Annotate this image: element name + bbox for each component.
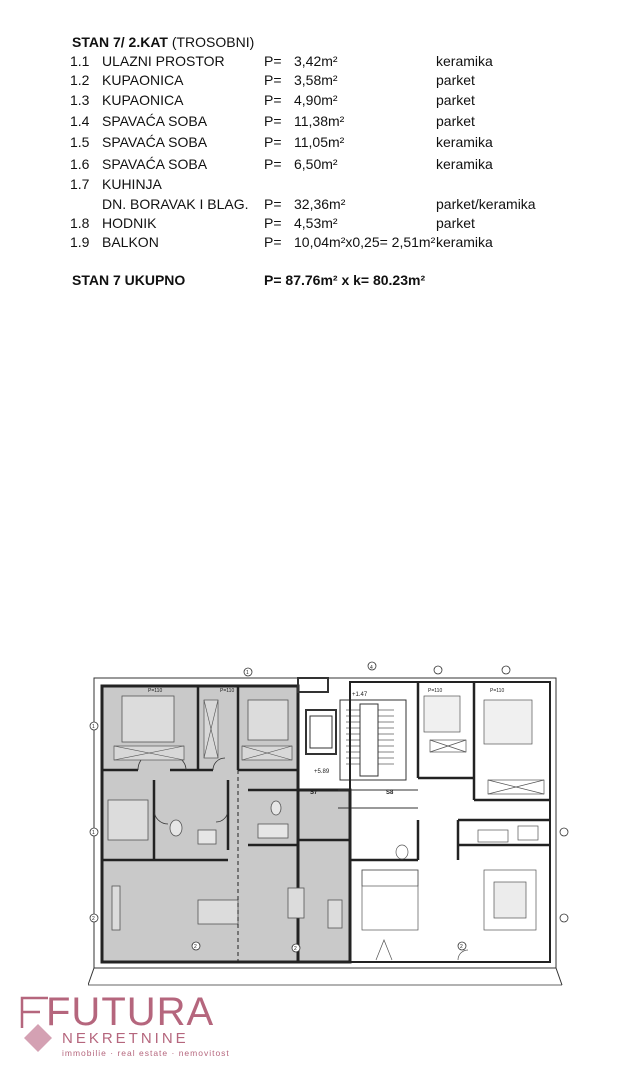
apartment-heading-bold: STAN 7/ 2.KAT <box>72 34 168 50</box>
room-finish: parket <box>436 113 475 129</box>
room-name: SPAVAĆA SOBA <box>102 134 208 150</box>
room-area: 4,53m² <box>294 215 338 231</box>
logo-sub-text: NEKRETNINE <box>62 1030 189 1047</box>
room-number: 1.4 <box>70 113 90 129</box>
room-name: ULAZNI PROSTOR <box>102 53 225 69</box>
room-area: 4,90m² <box>294 92 338 108</box>
plan-unit-label: S7 <box>310 790 318 796</box>
room-area: 11,38m² <box>294 113 345 129</box>
total-label: STAN 7 UKUPNO <box>72 272 186 288</box>
room-name: DN. BORAVAK I BLAG. <box>102 196 249 212</box>
room-number: 1.2 <box>70 72 90 88</box>
plan-label-p110: P=110 <box>490 688 505 694</box>
room-area: 6,50m² <box>294 156 338 172</box>
room-finish: parket/keramika <box>436 196 536 212</box>
plan-label-p110: P=110 <box>220 688 235 694</box>
axis-label: 2 <box>92 916 95 922</box>
room-number: 1.3 <box>70 92 90 108</box>
axis-label: 2 <box>294 946 297 952</box>
apartment-heading <box>72 34 254 50</box>
room-name: SPAVAĆA SOBA <box>102 113 208 129</box>
room-area: 11,05m² <box>294 134 345 150</box>
room-number: 1.8 <box>70 215 90 231</box>
axis-label: 4 <box>370 665 373 671</box>
axis-label: 2 <box>194 944 197 950</box>
room-name: KUPAONICA <box>102 92 184 108</box>
plan-label-p110: P=110 <box>428 688 443 694</box>
room-area-prefix: P= <box>264 72 282 88</box>
room-name: KUHINJA <box>102 176 162 192</box>
room-name: HODNIK <box>102 215 157 231</box>
room-finish: keramika <box>436 53 493 69</box>
room-area-prefix: P= <box>264 113 282 129</box>
axis-label: 1 <box>92 724 95 730</box>
apartment-7-area <box>102 686 350 962</box>
axis-marker <box>502 666 510 674</box>
room-number: 1.1 <box>70 53 90 69</box>
axis-marker <box>560 914 568 922</box>
room-name: BALKON <box>102 234 159 250</box>
floor-plan <box>88 660 570 990</box>
room-area-prefix: P= <box>264 215 282 231</box>
balcony-edge-right <box>556 968 562 985</box>
room-finish: keramika <box>436 234 493 250</box>
plan-label-p110: P=110 <box>148 688 163 694</box>
room-number: 1.6 <box>70 156 90 172</box>
room-name: SPAVAĆA SOBA <box>102 156 208 172</box>
room-finish: parket <box>436 215 475 231</box>
room-finish: parket <box>436 92 475 108</box>
room-area-prefix: P= <box>264 134 282 150</box>
room-number: 1.9 <box>70 234 90 250</box>
room-name: KUPAONICA <box>102 72 184 88</box>
futura-logo <box>18 990 248 1060</box>
room-area-prefix: P= <box>264 156 282 172</box>
room-number: 1.5 <box>70 134 90 150</box>
logo-tagline: immobilie · real estate · nemovitost <box>62 1048 230 1058</box>
room-area: 3,58m² <box>294 72 338 88</box>
axis-label: 1 <box>246 670 249 676</box>
room-area-prefix: P= <box>264 234 282 250</box>
room-finish: parket <box>436 72 475 88</box>
room-finish: keramika <box>436 156 493 172</box>
axis-marker <box>434 666 442 674</box>
axis-marker <box>560 828 568 836</box>
logo-main-text: FUTURA <box>46 990 215 1034</box>
room-area-prefix: P= <box>264 196 282 212</box>
plan-unit-label: S8 <box>386 790 394 796</box>
room-area: 10,04m²x0,25= 2,51m² <box>294 234 436 250</box>
room-finish: keramika <box>436 134 493 150</box>
apartment-heading-rest: (TROSOBNI) <box>167 34 255 50</box>
room-area-prefix: P= <box>264 53 282 69</box>
room-area: 32,36m² <box>294 196 346 212</box>
total-value: P= 87.76m² x k= 80.23m² <box>264 272 426 288</box>
axis-label: 1 <box>92 830 95 836</box>
plan-level-label: +1.47 <box>352 692 368 698</box>
balcony-edge-left <box>88 968 94 985</box>
room-number: 1.7 <box>70 176 90 192</box>
room-area-prefix: P= <box>264 92 282 108</box>
room-area: 3,42m² <box>294 53 338 69</box>
plan-level-label: +5.89 <box>314 769 330 775</box>
axis-label: 2 <box>460 944 463 950</box>
